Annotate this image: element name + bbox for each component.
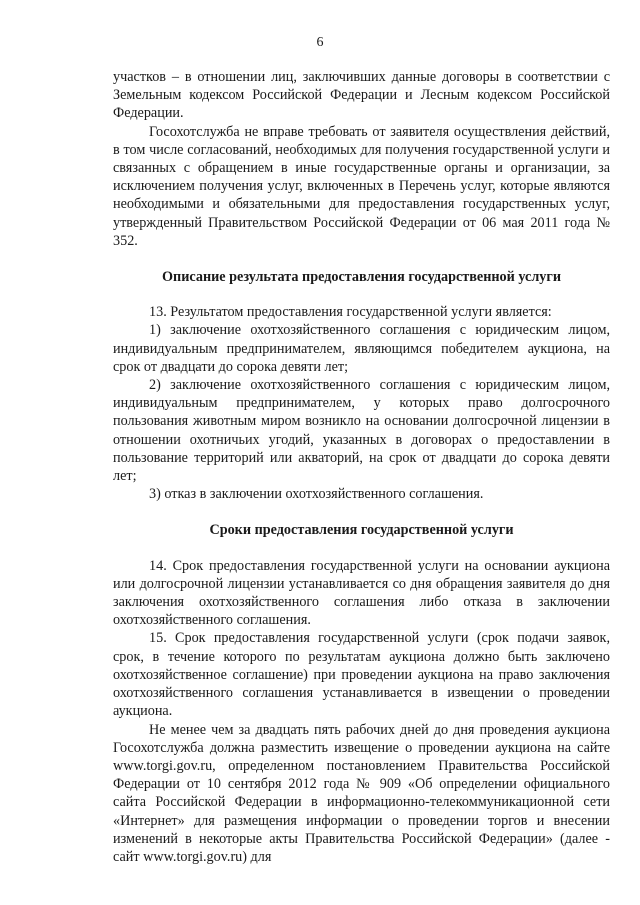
result-item-1: 1) заключение охотхозяйственного соглашения с юридическим лицом, индивидуальным предпринимателем, являющимся победителем аукциона, на срок от двадцати до сорока девяти лет;: [113, 322, 610, 375]
terms-paragraph-notice: Не менее чем за двадцать пять рабочих дней до дня проведения аукциона Госохотслужба должна разместить извещение о проведении аукциона на сайте www.torgi.gov.ru, определенном постановлением Правительства Российской Федерации от 10 сентября 2012 года № 909 «Об определении официального сайта Российской Федерации в информационно-телекоммуникационной сети «Интернет» для размещения информации о проведении торгов и внесении изменений в некоторые акты Правительства Российской Федерации» (далее - сайт www.torgi.gov.ru) для: [113, 721, 610, 865]
result-item-3: 3) отказ в заключении охотхозяйственного соглашения.: [149, 486, 484, 503]
section-heading-result: Описание результата предоставления государственной услуги: [162, 269, 561, 286]
terms-paragraph-15: 15. Срок предоставления государственной услуги (срок подачи заявок, срок, в течение которого по результатам аукциона должно быть заключено охотхозяйственное соглашение) при проведении аукциона на право заключения охотхозяйственного соглашения устанавливается в извещении о проведении аукциона.: [113, 630, 610, 720]
intro-paragraph-2: Госохотслужба не вправе требовать от заявителя осуществления действий, в том числе согласований, необходимых для получения государственной услуги и связанных с обращением в иные государственные органы и организации, за исключением получения услуг, включенных в Перечень услуг, которые являются необходимыми и обязательными для предоставления государственных услуг, утвержденный Правительством Российской Федерации от 06 мая 2011 года № 352.: [113, 123, 610, 249]
result-item-2: 2) заключение охотхозяйственного соглашения с юридическим лицом, индивидуальным предпринимателем, у которых право долгосрочного пользования животным миром возникло на основании долгосрочной лицензии в отношении охотничьих угодий, указанных в договорах о предоставлении в пользование территорий или акваторий, на срок от двадцати до сорока девяти лет;: [113, 377, 610, 485]
intro-paragraph-1: участков – в отношении лиц, заключивших данные договоры в соответствии с Земельным кодексом Российской Федерации и Лесным кодексом Российской Федерации.: [113, 69, 610, 122]
page-number: 6: [316, 35, 324, 50]
section-heading-terms: Сроки предоставления государственной услуги: [209, 522, 514, 539]
terms-paragraph-14: 14. Срок предоставления государственной услуги на основании аукциона или долгосрочной лицензии устанавливается со дня обращения заявителя до дня заключения охотхозяйственного соглашения либо отказа в заключении охотхозяйственного соглашения.: [113, 557, 610, 629]
result-paragraph-13: 13. Результатом предоставления государственной услуги является:: [149, 304, 552, 321]
document-body: [113, 68, 610, 866]
